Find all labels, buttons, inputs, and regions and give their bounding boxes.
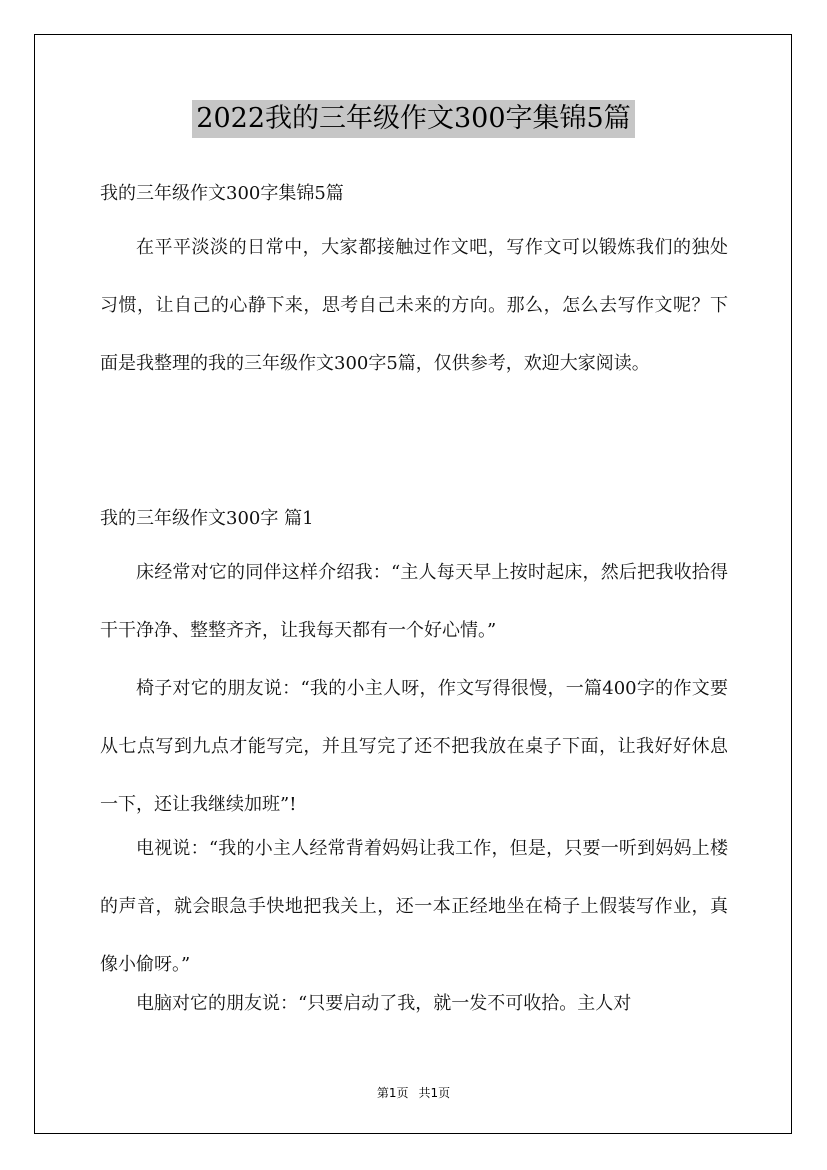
body-paragraph-4: 电脑对它的朋友说：“只要启动了我，就一发不可收拾。主人对 [136,993,632,1014]
body-paragraph-3: 电视说：“我的小主人经常背着妈妈让我工作，但是，只要一听到妈妈上楼的声音，就会眼急手快地把我关上，还一本正经地坐在椅子上假装写作业，真像小偷呀。” [100,838,728,975]
page-footer [0,1084,827,1101]
title-container [0,100,827,138]
intro-paragraph: 在平平淡淡的日常中，大家都接触过作文吧，写作文可以锻炼我们的独处习惯，让自己的心静下来，思考自己未来的方向。那么，怎么去写作文呢？下面是我整理的我的三年级作文300字5篇，仅供参考，欢迎大家阅读。 [100,237,728,374]
document-title: 2022我的三年级作文300字集锦5篇 [192,100,634,138]
body-paragraph-1: 床经常对它的同伴这样介绍我：“主人每天早上按时起床，然后把我收拾得干干净净、整整齐齐，让我每天都有一个好心情。” [100,562,728,641]
body-paragraph-2: 椅子对它的朋友说：“我的小主人呀，作文写得很慢，一篇400字的作文要从七点写到九点才能写完，并且写完了还不把我放在桌子下面，让我好好休息一下，还让我继续加班”! [100,678,728,815]
document-subtitle: 我的三年级作文300字集锦5篇 [100,183,344,204]
page-number: 第1页 [376,1086,409,1100]
section-heading: 我的三年级作文300字 篇1 [100,508,314,529]
page-total: 共1页 [418,1086,451,1100]
